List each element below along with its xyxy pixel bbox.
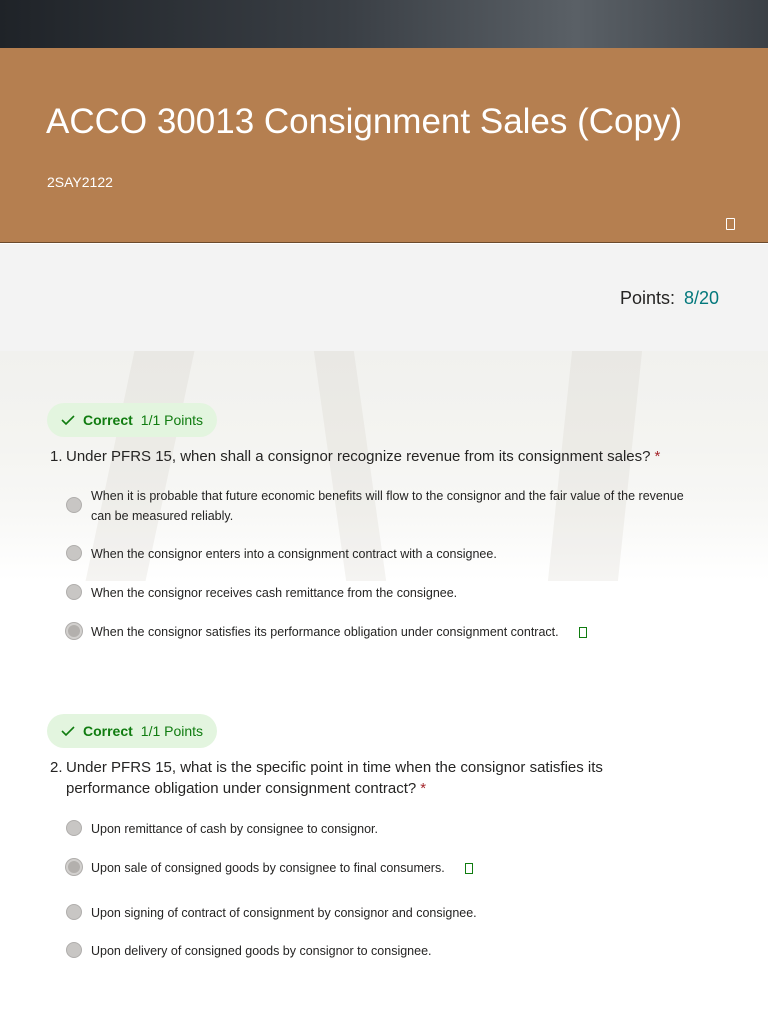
points-summary [0,244,768,351]
radio-button[interactable] [66,942,82,958]
points-label: Points: [620,288,676,308]
form-subtitle: 2SAY2122 [47,174,113,190]
badge-status: Correct [83,723,133,739]
option-label: Upon sale of consigned goods by consignee to final consumers. [91,861,445,875]
badge-status: Correct [83,412,133,428]
points-value: 8/20 [684,288,720,308]
badge-score: 1/1 Points [140,412,204,428]
question-text: Under PFRS 15, what is the specific point in time when the consignor satisfies its performance obligation under consignment contract? [66,759,603,797]
question-text: Under PFRS 15, when shall a consignor recognize revenue from its consignment sales? [66,448,651,465]
option-label: Upon signing of contract of consignment by consignor and consignee. [91,906,477,920]
correct-answer-icon [465,863,473,874]
required-asterisk: * [420,780,427,797]
answer-option-selected[interactable] [66,858,706,878]
form-title: ACCO 30013 Consignment Sales (Copy) [46,102,683,141]
answer-option[interactable] [66,583,706,603]
radio-button[interactable] [66,545,82,561]
option-label: When it is probable that future economic benefits will flow to the consignor and the fair value of the revenue can be measured reliably. [91,489,684,523]
radio-button-selected[interactable] [66,623,82,639]
form-header [0,48,768,243]
checkmark-icon [61,724,75,738]
answer-option[interactable] [66,486,706,526]
radio-button[interactable] [66,904,82,920]
correct-badge [47,714,217,748]
question-number: 2. [50,759,63,776]
correct-badge [47,403,217,437]
answer-option[interactable] [66,819,706,839]
badge-score: 1/1 Points [140,723,204,739]
radio-button[interactable] [66,584,82,600]
question-number: 1. [50,448,63,465]
answer-option[interactable] [66,941,706,961]
answer-option[interactable] [66,903,706,923]
radio-button[interactable] [66,497,82,513]
top-banner [0,0,768,48]
answer-option-selected[interactable] [66,622,706,642]
correct-answer-icon [579,627,587,638]
question-title [50,446,690,467]
option-label: Upon remittance of cash by consignee to consignor. [91,822,378,836]
copy-icon[interactable] [726,218,735,230]
answer-option[interactable] [66,544,706,564]
radio-button[interactable] [66,820,82,836]
option-label: When the consignor satisfies its performance obligation under consignment contract. [91,625,559,639]
required-asterisk: * [654,448,661,465]
option-label: Upon delivery of consigned goods by consignor to consignee. [91,944,432,958]
option-label: When the consignor receives cash remittance from the consignee. [91,586,458,600]
question-title [50,757,650,799]
checkmark-icon [61,413,75,427]
radio-button-selected[interactable] [66,859,82,875]
option-label: When the consignor enters into a consignment contract with a consignee. [91,547,497,561]
